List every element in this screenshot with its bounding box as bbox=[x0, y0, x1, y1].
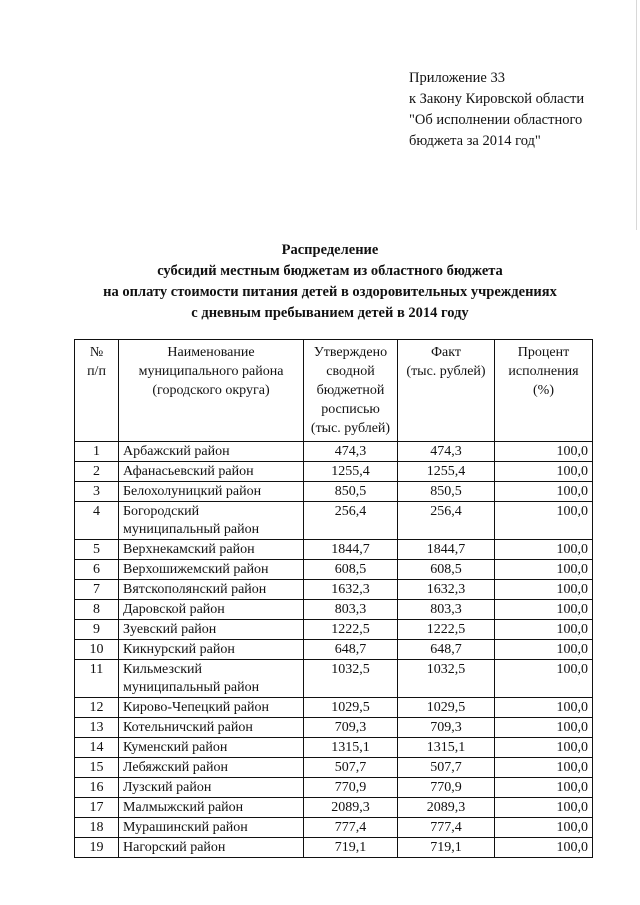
row-fact: 709,3 bbox=[398, 718, 495, 738]
table-row bbox=[75, 540, 593, 560]
row-fact: 1632,3 bbox=[398, 580, 495, 600]
row-approved: 770,9 bbox=[304, 778, 398, 798]
row-district: Арбажский район bbox=[119, 442, 304, 462]
header-approved: Утверждено сводной бюджетной росписью (тыс. рублей) bbox=[304, 340, 398, 442]
row-approved: 1315,1 bbox=[304, 738, 398, 758]
row-approved: 608,5 bbox=[304, 560, 398, 580]
row-fact: 1844,7 bbox=[398, 540, 495, 560]
row-approved: 709,3 bbox=[304, 718, 398, 738]
row-district: Даровской район bbox=[119, 600, 304, 620]
header-fact: Факт (тыс. рублей) bbox=[398, 340, 495, 442]
row-num: 16 bbox=[75, 778, 119, 798]
appendix-line: Приложение 33 bbox=[409, 70, 505, 86]
row-district: Вятскополянский район bbox=[119, 580, 304, 600]
table-row bbox=[75, 698, 593, 718]
row-district: Кильмезский муниципальный район bbox=[119, 660, 304, 698]
row-district: Афанасьевский район bbox=[119, 462, 304, 482]
title-line: Распределение bbox=[281, 242, 379, 258]
row-approved: 1222,5 bbox=[304, 620, 398, 640]
row-num: 2 bbox=[75, 462, 119, 482]
row-approved: 474,3 bbox=[304, 442, 398, 462]
row-num: 17 bbox=[75, 798, 119, 818]
row-percent: 100,0 bbox=[495, 838, 593, 858]
table-row bbox=[75, 580, 593, 600]
row-fact: 474,3 bbox=[398, 442, 495, 462]
row-num: 19 bbox=[75, 838, 119, 858]
row-fact: 803,3 bbox=[398, 600, 495, 620]
row-district: Богородский муниципальный район bbox=[119, 502, 304, 540]
row-district: Куменский район bbox=[119, 738, 304, 758]
row-percent: 100,0 bbox=[495, 620, 593, 640]
row-percent: 100,0 bbox=[495, 718, 593, 738]
appendix-line: бюджета за 2014 год" bbox=[409, 133, 541, 149]
row-approved: 1029,5 bbox=[304, 698, 398, 718]
table-row bbox=[75, 640, 593, 660]
appendix-note bbox=[409, 68, 629, 152]
row-approved: 1255,4 bbox=[304, 462, 398, 482]
row-district: Малмыжский район bbox=[119, 798, 304, 818]
document-title bbox=[30, 240, 630, 324]
row-fact: 1029,5 bbox=[398, 698, 495, 718]
row-district: Котельничский район bbox=[119, 718, 304, 738]
row-fact: 770,9 bbox=[398, 778, 495, 798]
row-percent: 100,0 bbox=[495, 462, 593, 482]
row-num: 4 bbox=[75, 502, 119, 540]
row-fact: 1032,5 bbox=[398, 660, 495, 698]
row-fact: 777,4 bbox=[398, 818, 495, 838]
row-district: Зуевский район bbox=[119, 620, 304, 640]
row-district: Лузский район bbox=[119, 778, 304, 798]
row-percent: 100,0 bbox=[495, 482, 593, 502]
row-fact: 1255,4 bbox=[398, 462, 495, 482]
row-district: Верхнекамский район bbox=[119, 540, 304, 560]
row-fact: 850,5 bbox=[398, 482, 495, 502]
row-fact: 2089,3 bbox=[398, 798, 495, 818]
row-percent: 100,0 bbox=[495, 818, 593, 838]
header-num: № п/п bbox=[75, 340, 119, 442]
row-num: 14 bbox=[75, 738, 119, 758]
row-num: 6 bbox=[75, 560, 119, 580]
row-approved: 507,7 bbox=[304, 758, 398, 778]
row-district: Верхошижемский район bbox=[119, 560, 304, 580]
row-approved: 803,3 bbox=[304, 600, 398, 620]
table-row bbox=[75, 838, 593, 858]
table-row bbox=[75, 778, 593, 798]
table-row bbox=[75, 718, 593, 738]
row-num: 1 bbox=[75, 442, 119, 462]
table-row bbox=[75, 442, 593, 462]
row-approved: 2089,3 bbox=[304, 798, 398, 818]
row-district: Лебяжский район bbox=[119, 758, 304, 778]
scan-edge-line bbox=[636, 0, 637, 230]
row-num: 7 bbox=[75, 580, 119, 600]
table-row bbox=[75, 482, 593, 502]
table-row bbox=[75, 462, 593, 482]
row-num: 8 bbox=[75, 600, 119, 620]
table-row bbox=[75, 620, 593, 640]
row-percent: 100,0 bbox=[495, 502, 593, 540]
table-row bbox=[75, 798, 593, 818]
row-approved: 1632,3 bbox=[304, 580, 398, 600]
row-percent: 100,0 bbox=[495, 600, 593, 620]
appendix-line: "Об исполнении областного bbox=[409, 112, 583, 128]
row-num: 15 bbox=[75, 758, 119, 778]
row-fact: 507,7 bbox=[398, 758, 495, 778]
row-percent: 100,0 bbox=[495, 738, 593, 758]
row-num: 5 bbox=[75, 540, 119, 560]
row-num: 12 bbox=[75, 698, 119, 718]
row-approved: 850,5 bbox=[304, 482, 398, 502]
row-approved: 777,4 bbox=[304, 818, 398, 838]
row-percent: 100,0 bbox=[495, 778, 593, 798]
row-percent: 100,0 bbox=[495, 758, 593, 778]
row-percent: 100,0 bbox=[495, 798, 593, 818]
row-approved: 648,7 bbox=[304, 640, 398, 660]
row-percent: 100,0 bbox=[495, 540, 593, 560]
row-num: 3 bbox=[75, 482, 119, 502]
row-num: 11 bbox=[75, 660, 119, 698]
row-district: Нагорский район bbox=[119, 838, 304, 858]
row-approved: 719,1 bbox=[304, 838, 398, 858]
row-district: Мурашинский район bbox=[119, 818, 304, 838]
appendix-line: к Закону Кировской области bbox=[409, 91, 585, 107]
table-row bbox=[75, 660, 593, 698]
row-district: Белохолуницкий район bbox=[119, 482, 304, 502]
table-row bbox=[75, 818, 593, 838]
table-row bbox=[75, 502, 593, 540]
row-fact: 608,5 bbox=[398, 560, 495, 580]
title-line: на оплату стоимости питания детей в оздоровительных учреждениях bbox=[103, 284, 557, 300]
row-num: 9 bbox=[75, 620, 119, 640]
subsidy-table bbox=[74, 339, 593, 858]
row-approved: 1032,5 bbox=[304, 660, 398, 698]
header-percent: Процент исполнения (%) bbox=[495, 340, 593, 442]
row-approved: 1844,7 bbox=[304, 540, 398, 560]
row-fact: 648,7 bbox=[398, 640, 495, 660]
row-percent: 100,0 bbox=[495, 660, 593, 698]
row-num: 13 bbox=[75, 718, 119, 738]
row-approved: 256,4 bbox=[304, 502, 398, 540]
row-percent: 100,0 bbox=[495, 640, 593, 660]
row-percent: 100,0 bbox=[495, 580, 593, 600]
title-line: с дневным пребыванием детей в 2014 году bbox=[191, 305, 469, 321]
title-line: субсидий местным бюджетам из областного бюджета bbox=[157, 263, 503, 279]
row-fact: 719,1 bbox=[398, 838, 495, 858]
row-num: 18 bbox=[75, 818, 119, 838]
table-row bbox=[75, 758, 593, 778]
header-name: Наименование муниципального района (городского округа) bbox=[119, 340, 304, 442]
row-district: Кикнурский район bbox=[119, 640, 304, 660]
row-percent: 100,0 bbox=[495, 560, 593, 580]
row-district: Кирово-Чепецкий район bbox=[119, 698, 304, 718]
row-fact: 256,4 bbox=[398, 502, 495, 540]
table-row bbox=[75, 560, 593, 580]
row-num: 10 bbox=[75, 640, 119, 660]
row-percent: 100,0 bbox=[495, 698, 593, 718]
row-fact: 1222,5 bbox=[398, 620, 495, 640]
table-row bbox=[75, 738, 593, 758]
row-fact: 1315,1 bbox=[398, 738, 495, 758]
table-row bbox=[75, 600, 593, 620]
table-header-row bbox=[75, 340, 593, 442]
row-percent: 100,0 bbox=[495, 442, 593, 462]
